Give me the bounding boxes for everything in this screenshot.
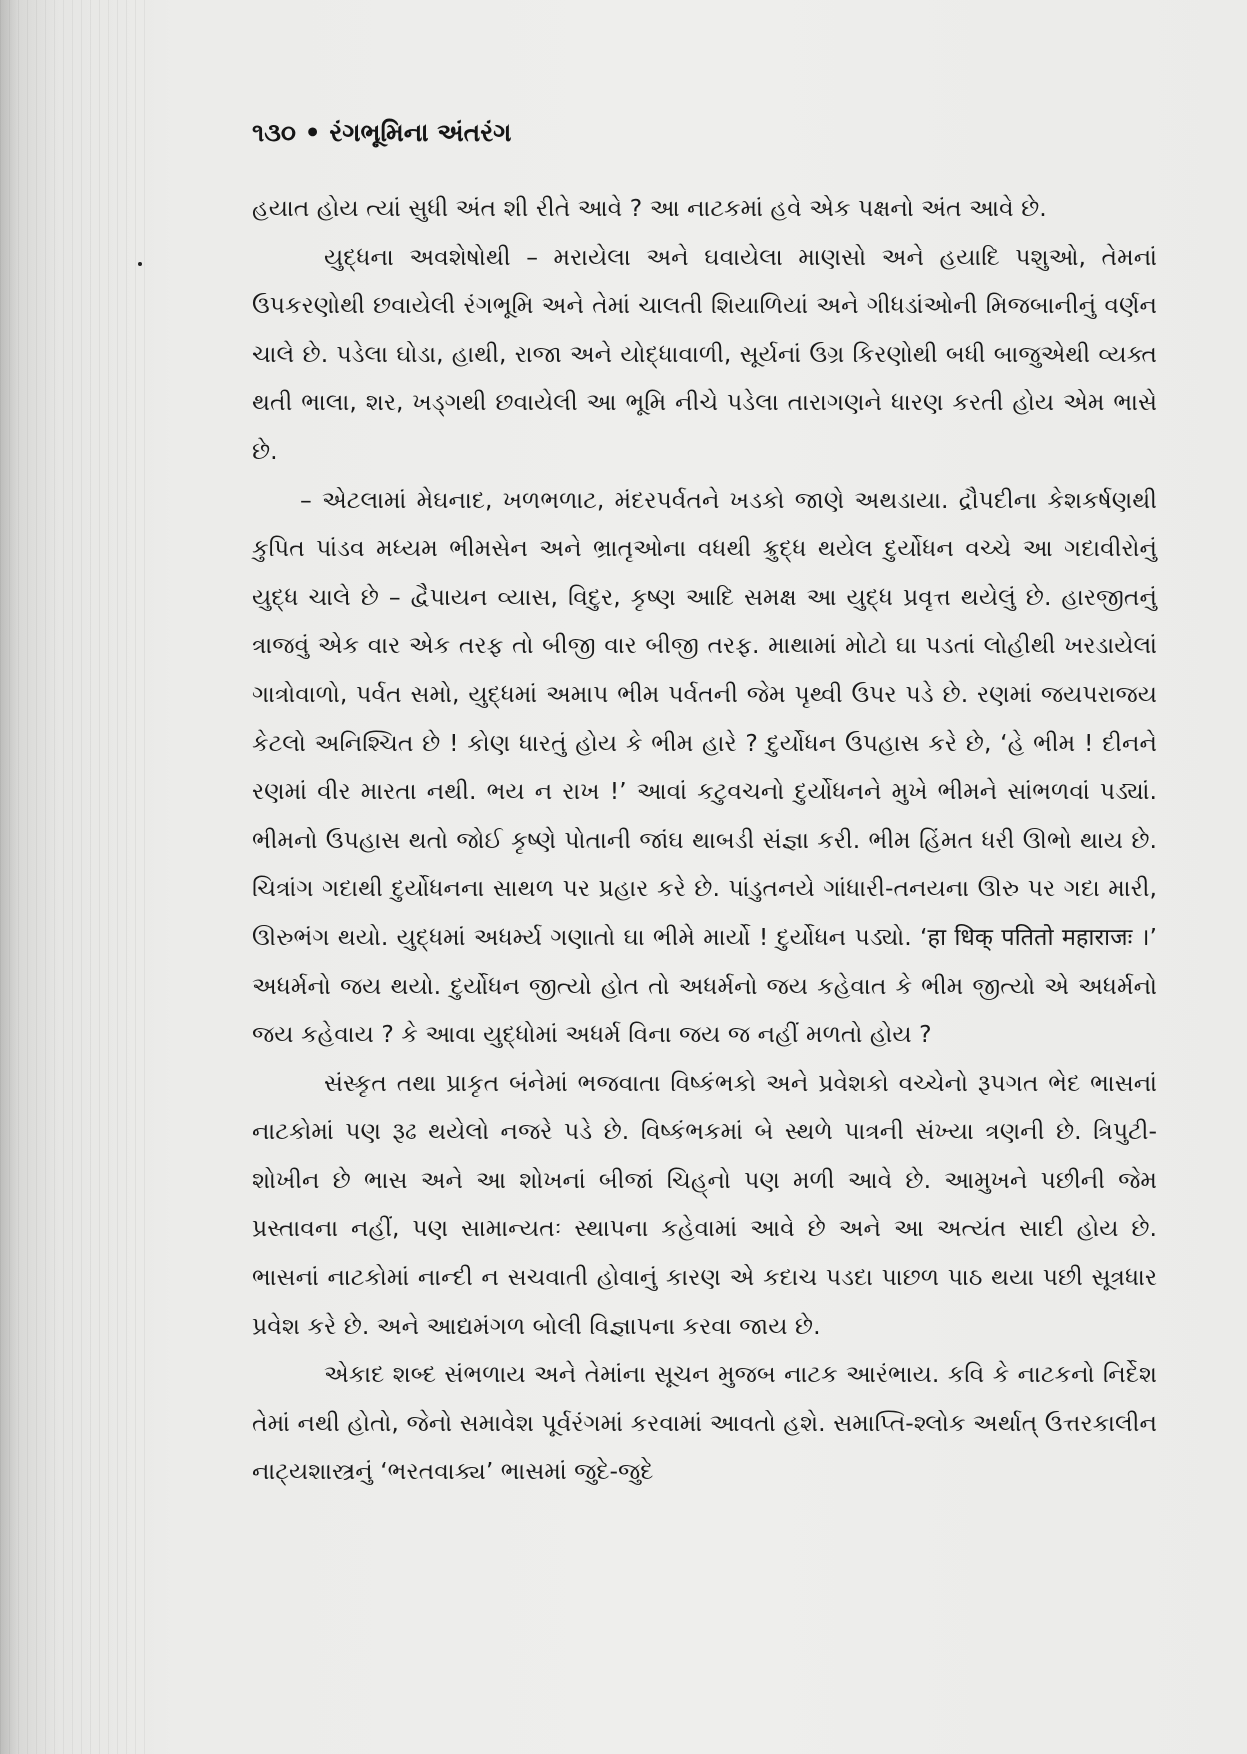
paragraph-vishkambhaka: સંસ્કૃત તથા પ્રાકૃત બંનેમાં ભજવાતા વિષ્કંભકો અને પ્રવેશકો વચ્ચેનો રૂપગત ભેદ ભાસનાં નાટકોમાં પણ રૂઢ થયેલો નજરે પડે છે. વિષ્કંભકમાં બે સ્થળે પાત્રની સંખ્યા ત્રણની છે. ત્રિપુટી-શોખીન છે ભાસ અને આ શોખનાં બીજાં ચિહ્‌નો પણ મળી આવે છે. આમુખને પછીની જેમ પ્રસ્તાવના નહીં, પણ સામાન્યતઃ સ્થાપના કહેવામાં આવે છે અને આ અત્યંત સાદી હોય છે. ભાસનાં નાટકોમાં નાન્દી ન સચવાતી હોવાનું કારણ એ કદાચ પડદા પાછળ પાઠ થયા પછી સૂત્રધાર પ્રવેશ કરે છે. અને આદ્યમંગળ બોલી વિજ્ઞાપના કરવા જાય છે. (252, 1068, 1157, 1340)
ink-dot (138, 262, 142, 266)
paragraph-continuation: હયાત હોય ત્યાં સુધી અંત શી રીતે આવે ? આ નાટકમાં હવે એક પક્ષનો અંત આવે છે. (252, 194, 1047, 222)
running-head: ૧૩૦ • રંગભૂમિના અંતરંગ (252, 118, 512, 147)
paragraph-bharatavakya: એકાદ શબ્દ સંભળાય અને તેમાંના સૂચન મુજબ નાટક આરંભાય. કવિ કે નાટકનો નિર્દેશ તેમાં નથી હોતો, જેનો સમાવેશ પૂર્વરંગમાં કરવામાં આવતો હશે. સમાપ્તિ-શ્લોક અર્થાત્ ઉત્તરકાલીન નાટ્યશાસ્ત્રનું ‘ભરતવાક્ય’ ભાસમાં જુદે-જુદે (252, 1360, 1157, 1486)
paragraph-battlefield: યુદ્ધના અવશેષોથી – મરાયેલા અને ઘવાયેલા માણસો અને હયાદિ પશુઓ, તેમનાં ઉપકરણોથી છવાયેલી રંગભૂમિ અને તેમાં ચાલતી શિયાળિયાં અને ગીધડાંઓની મિજબાનીનું વર્ણન ચાલે છે. પડેલા ઘોડા, હાથી, રાજા અને યોદ્ધાવાળી, સૂર્યનાં ઉગ્ર કિરણોથી બધી બાજુએથી વ્યક્ત થતી ભાલા, શર, ખડ્‌ગથી છવાયેલી આ ભૂમિ નીચે પડેલા તારાગણને ધારણ કરતી હોય એમ ભાસે છે. (252, 242, 1157, 465)
stacked-page-edges (0, 0, 150, 1754)
paragraph-mace-duel: – એટલામાં મેઘનાદ, ખળભળાટ, મંદરપર્વતને ખડકો જાણે અથડાયા. દ્રૌપદીના કેશકર્ષણથી કુપિત પાંડવ મધ્યમ ભીમસેન અને ભ્રાતૃઓના વધથી ક્રુદ્ધ થયેલ દુર્યોધન વચ્ચે આ ગદાવીરોનું યુદ્ધ ચાલે છે – દ્વૈપાયન વ્યાસ, વિદુર, કૃષ્ણ આદિ સમક્ષ આ યુદ્ધ પ્રવૃત્ત થયેલું છે. હારજીતનું ત્રાજવું એક વાર એક તરફ તો બીજી વાર બીજી તરફ. માથામાં મોટો ઘા પડતાં લોહીથી ખરડાયેલાં ગાત્રોવાળો, પર્વત સમો, યુદ્ધમાં અમાપ ભીમ પર્વતની જેમ પૃથ્વી ઉપર પડે છે. રણમાં જયપરાજય કેટલો અનિશ્ચિત છે ! કોણ ધારતું હોય કે ભીમ હારે ? દુર્યોધન ઉપહાસ કરે છે, ‘હે ભીમ ! દીનને રણમાં વીર મારતા નથી. ભય ન રાખ !’ આવાં કટુવચનો દુર્યોધનને મુખે ભીમને સાંભળવાં પડ્યાં. ભીમનો ઉપહાસ થતો જોઈ કૃષ્ણે પોતાની જાંઘ થાબડી સંજ્ઞા કરી. ભીમ હિંમત ધરી ઊભો થાય છે. ચિત્રાંગ ગદાથી દુર્યોધનના સાથળ પર પ્રહાર કરે છે. પાંડુતનયે ગાંધારી-તનયના ઊરુ પર ગદા મારી, ઊરુભંગ થયો. યુદ્ધમાં અધર્મ્ય ગણાતો ઘા ભીમે માર્યો ! દુર્યોધન પડ્યો. ‘हा धिक् पतितो महाराजः ।’ અધર્મનો જય થયો. દુર્યોધન જીત્યો હોત તો અધર્મનો જય કહેવાત કે ભીમ જીત્યો એ અધર્મનો જય કહેવાય ? કે આવા યુદ્ધોમાં અધર્મ વિના જય જ નહીં મળતો હોય ? (252, 485, 1157, 1049)
body-text (252, 184, 1157, 1496)
